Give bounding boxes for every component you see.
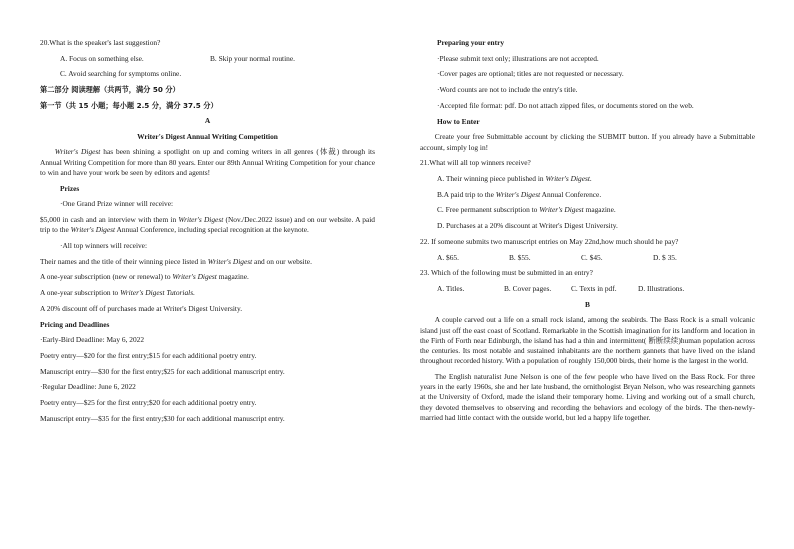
prep-item-1: ·Please submit text only; illustrations are not accepted. [437, 53, 599, 63]
regular-poetry: Poetry entry—$25 for the first entry;$20 for each additional poetry entry. [40, 398, 257, 408]
subscription-magazine [40, 272, 375, 282]
early-bird-deadline: ·Early-Bird Deadline: May 6, 2022 [40, 335, 145, 345]
all-top-text-2: and on our website. [252, 256, 312, 266]
question-20-options [40, 54, 375, 64]
q21-b-end: Annual Conference. [540, 189, 602, 199]
all-top-details [40, 257, 375, 267]
intro-magazine-name: Writer's Digest [54, 147, 101, 157]
grand-prize-heading: ·One Grand Prize winner will receive: [60, 199, 174, 209]
section-heading: 第一节（共 15 小题；每小题 2.5 分，满分 37.5 分） [40, 100, 218, 110]
q21-b-text: B.A paid trip to the [437, 189, 496, 199]
prep-item-3: ·Word counts are not to include the entry's title. [437, 85, 578, 95]
prizes-heading: Prizes [60, 183, 80, 193]
q21-a-italic: Writer's Digest. [545, 173, 592, 183]
left-column [40, 38, 375, 430]
option-c: C. Avoid searching for symptoms online. [60, 69, 182, 79]
regular-deadline: ·Regular Deadline: June 6, 2022 [40, 382, 136, 392]
right-column [420, 38, 755, 429]
intro-paragraph [40, 147, 375, 178]
q22-options [420, 253, 755, 263]
pricing-heading: Pricing and Deadlines [40, 319, 110, 329]
q21-option-b [420, 190, 755, 200]
q23-options [420, 284, 755, 294]
passage-title: Writer's Digest Annual Writing Competition [137, 131, 278, 141]
part-heading: 第二部分 阅读理解（共两节，满分 50 分） [40, 85, 180, 95]
q22-option-a: A. $65. [437, 252, 459, 262]
option-a: A. Focus on something else. [60, 53, 144, 63]
passage-letter-a: A [204, 116, 211, 126]
all-top-text-1: Their names and the title of their winning piece listed in [40, 256, 208, 266]
q22-option-c: C. $45. [581, 252, 603, 262]
how-to-enter-text: Create your free Submittable account by clicking the SUBMIT button. If you already have a Submittable account, simply log in! [420, 132, 755, 152]
preparing-heading: Preparing your entry [437, 38, 505, 47]
early-bird-manuscript: Manuscript entry—$30 for the first entry;$25 for each additional manuscript entry. [40, 366, 285, 376]
sub-a-end: magazine. [216, 272, 249, 282]
q21-b-italic: Writer's Digest [495, 189, 541, 199]
q22-option-d: D. $ 35. [653, 252, 677, 262]
q21-option-d: D. Purchases at a 20% discount at Writer's Digest University. [437, 221, 618, 231]
q23-option-c: C. Texts in pdf. [571, 284, 617, 293]
grand-prize-italic-2: Writer's Digest [70, 225, 116, 235]
intro-text: has been shining a spotlight on up and coming writers in all genres (体裁) through its Annual Writing Competition for more than 80 years. Enter our 89th Annual Writing Competition for your chance to win and have your work be seen by editors and agents! [40, 147, 375, 177]
prep-item-4: ·Accepted file format: pdf. Do not attach zipped files, or documents stored on the web. [437, 100, 694, 110]
discount-line: A 20% discount off of purchases made at Writer's Digest University. [40, 303, 243, 313]
q21-c-italic: Writer's Digest [539, 205, 584, 215]
sub-b-italic: Writer's Digest Tutorials. [120, 288, 195, 298]
question-22: 22. If someone submits two manuscript entries on May 22nd,how much should he pay? [420, 236, 679, 246]
question-23: 23. Which of the following must be submitted in an entry? [420, 268, 593, 278]
sub-a-text: A one-year subscription (new or renewal) to [40, 272, 173, 282]
option-b: B. Skip your normal routine. [210, 53, 295, 63]
q23-option-d: D. Illustrations. [638, 284, 685, 293]
passage-b-paragraph-1: A couple carved out a life on a small rock island, among the seabirds. The Bass Rock is a small volcanic island just off the east coast of Scotland. Remarkable in the Scottish imagination for its landform and location in the Firth of Forth near Edinburgh, the island has had a thin and intermittent( 断断续续)human population across the centuries. Its most notable and sustained inhabitants are the northern gannets that have lived on the island throughout recorded history. With a population of roughly 150,000 birds, their home is the largest in the world. [420, 315, 755, 366]
how-to-enter-heading: How to Enter [437, 116, 480, 126]
sub-b-text: A one-year subscription to [40, 288, 121, 298]
q22-option-b: B. $55. [509, 252, 531, 262]
question-21: 21.What will all top winners receive? [420, 158, 531, 168]
q21-option-c [420, 205, 755, 215]
grand-prize-text-1: $5,000 in cash and an interview with them in [40, 215, 179, 225]
q21-option-a [420, 174, 755, 184]
passage-b-paragraph-2: The English naturalist June Nelson is one of the few people who have lived on the Bass Rock. For three years in the early 1960s, she and her late husband, the ornithologist Bryan Nelson, who was researching gannets at the University of Oxford, made the island their temporary home. Living and working out of a small church, they devoted themselves to observing and recording the behaviors and ecology of the birds. The then-newly-married had little contact with the outside world, but led a happy life together. [420, 372, 755, 422]
grand-prize-text-2: (Nov./Dec.2022 issue) and on our website. A paid trip to the [40, 215, 375, 235]
regular-manuscript: Manuscript entry—$35 for the first entry;$30 for each additional manuscript entry. [40, 413, 285, 423]
passage-letter-b: B [585, 299, 590, 309]
all-top-italic: Writer's Digest [207, 256, 253, 266]
subscription-tutorials [40, 288, 375, 298]
question-20: 20.What is the speaker's last suggestion? [40, 38, 161, 47]
q23-option-a: A. Titles. [437, 284, 465, 293]
grand-prize-details [40, 215, 375, 235]
q21-c-text: C. Free permanent subscription to [437, 205, 540, 215]
early-bird-poetry: Poetry entry—$20 for the first entry;$15 for each additional poetry entry. [40, 351, 257, 361]
grand-prize-italic-1: Writer's Digest [178, 215, 224, 225]
sub-a-italic: Writer's Digest [172, 272, 217, 282]
grand-prize-text-3: Annual Conference, including special recognition at the keynote. [115, 225, 309, 235]
prep-item-2: ·Cover pages are optional; titles are not requested or necessary. [437, 69, 624, 79]
q23-option-b: B. Cover pages. [504, 284, 552, 293]
all-top-heading: ·All top winners will receive: [60, 241, 148, 250]
q21-c-end: magazine. [583, 205, 616, 215]
q21-a-text: A. Their winning piece published in [437, 173, 546, 183]
